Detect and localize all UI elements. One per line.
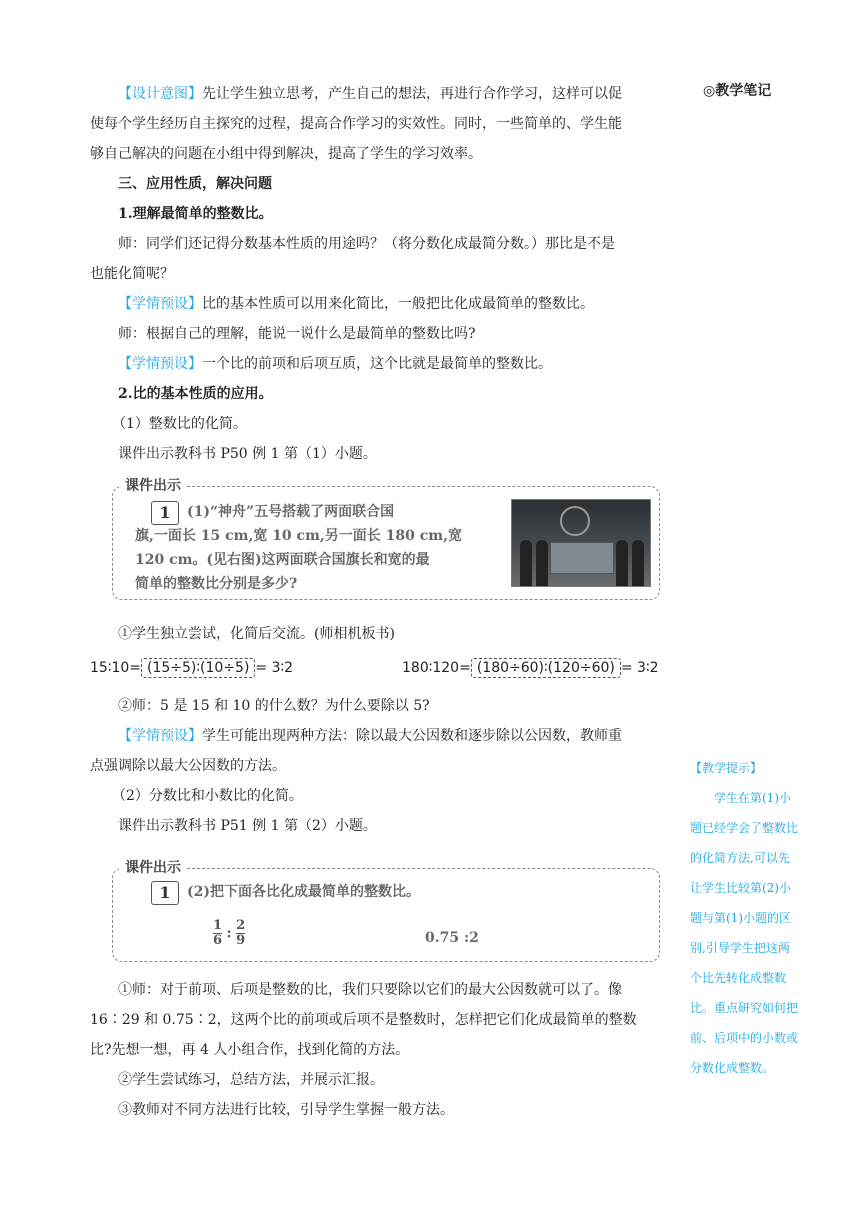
fraction-2: $\frac{2}{9}$ xyxy=(236,918,246,948)
courseware-box-2 xyxy=(112,860,660,962)
equation-right: = 3∶2 xyxy=(620,660,659,676)
teaching-tip-line: 学生在第(1)小 xyxy=(714,791,791,805)
teaching-tip-line: 别,引导学生把这两 xyxy=(690,941,790,955)
paragraph-line: 使每个学生经历自主探究的过程，提高合作学习的实效性。同时，一些简单的、学生能 xyxy=(90,116,622,132)
example-text: 120 cm。(见右图)这两面联合国旗长和宽的最 xyxy=(135,552,430,568)
courseware-label: 课件出示 xyxy=(119,857,187,877)
section-heading: 三、应用性质，解决问题 xyxy=(118,176,272,192)
teaching-tip-title: 【教学提示】 xyxy=(690,761,763,775)
sub-item: （1）整数比的化简。 xyxy=(112,416,247,432)
flag-icon xyxy=(550,542,614,574)
teaching-tip-line: 前、后项中的小数或 xyxy=(690,1031,799,1045)
decimal-ratio: 0.75 :2 xyxy=(425,930,479,946)
equation-left: 15∶10= xyxy=(90,660,142,676)
equation-mid: (180÷60)∶(120÷60) xyxy=(471,658,621,678)
equation-2 xyxy=(402,658,659,678)
paragraph-line: 比?先想一想，再 4 人小组合作，找到化简的方法。 xyxy=(90,1042,410,1058)
preset-tag: 【学情预设】 xyxy=(118,356,202,372)
teaching-tip-line: 比。重点研究如何把 xyxy=(690,1001,799,1015)
example-text: 简单的整数比分别是多少? xyxy=(135,576,298,592)
teaching-tip-line: 让学生比较第(2)小 xyxy=(690,881,791,895)
example-text: (2)把下面各比化成最简单的整数比。 xyxy=(187,884,420,900)
student-preset xyxy=(118,294,594,314)
teaching-tip-line: 的化简方法,可以先 xyxy=(690,851,790,865)
fraction-ratio xyxy=(213,919,245,948)
subsection-heading: 2.比的基本性质的应用。 xyxy=(118,386,273,402)
student-preset xyxy=(118,726,622,746)
sub-item: （2）分数比和小数比的化简。 xyxy=(112,788,303,804)
step-text: ②学生尝试练习，总结方法，并展示汇报。 xyxy=(118,1072,384,1088)
example-number-badge: 1 xyxy=(151,501,179,525)
equation-mid: (15÷5)∶(10÷5) xyxy=(141,658,255,678)
paragraph-text: 先让学生独立思考，产生自己的想法，再进行合作学习，这样可以促 xyxy=(202,86,622,102)
ratio-colon: : xyxy=(226,925,232,942)
paragraph-line: 够自己解决的问题在小组中得到解决，提高了学生的学习效率。 xyxy=(90,146,482,162)
subsection-heading: 1.理解最简单的整数比。 xyxy=(118,206,273,222)
preset-tag: 【学情预设】 xyxy=(118,728,202,744)
example-text: 旗,一面长 15 cm,宽 10 cm,另一面长 180 cm,宽 xyxy=(135,528,462,544)
teaching-tip-line: 分数化成整数。 xyxy=(690,1061,775,1075)
teacher-question: 师：根据自己的理解，能说一说什么是最简单的整数比吗? xyxy=(118,326,476,342)
preset-tag: 【学情预设】 xyxy=(118,296,202,312)
teaching-tip-line: 题已经学会了整数比 xyxy=(690,821,799,835)
step-text: ③教师对不同方法进行比较，引导学生掌握一般方法。 xyxy=(118,1102,454,1118)
teaching-tip-line: 题与第(1)小题的区 xyxy=(690,911,791,925)
teaching-notes-title: ◎教学笔记 xyxy=(703,83,772,99)
teacher-question: 也能化简呢？ xyxy=(90,266,174,282)
teaching-tip-line: 个比先转化成整数 xyxy=(690,971,787,985)
design-intent-line xyxy=(118,84,622,104)
un-flag-photo xyxy=(511,499,651,587)
courseware-box-1 xyxy=(112,478,660,600)
equation-left: 180∶120= xyxy=(402,660,471,676)
courseware-note: 课件出示教科书 P50 例 1 第（1）小题。 xyxy=(118,446,377,462)
paragraph-text: 比的基本性质可以用来化简比，一般把比化成最简单的整数比。 xyxy=(202,296,594,312)
equation-right: = 3∶2 xyxy=(255,660,294,676)
design-intent-tag: 【设计意图】 xyxy=(118,86,202,102)
fraction-1: $\frac{1}{6}$ xyxy=(213,918,223,948)
equation-1 xyxy=(90,658,293,678)
un-emblem-icon xyxy=(560,506,590,536)
student-preset xyxy=(118,354,552,374)
step-text: ①学生独立尝试，化简后交流。(师相机板书) xyxy=(118,626,395,642)
paragraph-text: 学生可能出现两种方法：除以最大公因数和逐步除以公因数，教师重 xyxy=(202,728,622,744)
paragraph-line: 16∶29 和 0.75∶2，这两个比的前项或后项不是整数时，怎样把它们化成最简单的整数 xyxy=(90,1012,637,1028)
step-text: ②师：5 是 15 和 10 的什么数？为什么要除以 5? xyxy=(118,698,430,714)
example-text: (1)“神舟”五号搭载了两面联合国 xyxy=(187,504,395,520)
courseware-note: 课件出示教科书 P51 例 1 第（2）小题。 xyxy=(118,818,377,834)
example-number-badge: 1 xyxy=(151,881,179,905)
paragraph-line: 点强调除以最大公因数的方法。 xyxy=(90,758,286,774)
paragraph-text: 一个比的前项和后项互质，这个比就是最简单的整数比。 xyxy=(202,356,552,372)
courseware-label: 课件出示 xyxy=(119,475,187,495)
paragraph-line: ①师：对于前项、后项是整数的比，我们只要除以它们的最大公因数就可以了。像 xyxy=(118,982,622,998)
teacher-question: 师：同学们还记得分数基本性质的用途吗？（将分数化成最简分数。）那比是不是 xyxy=(118,236,615,252)
